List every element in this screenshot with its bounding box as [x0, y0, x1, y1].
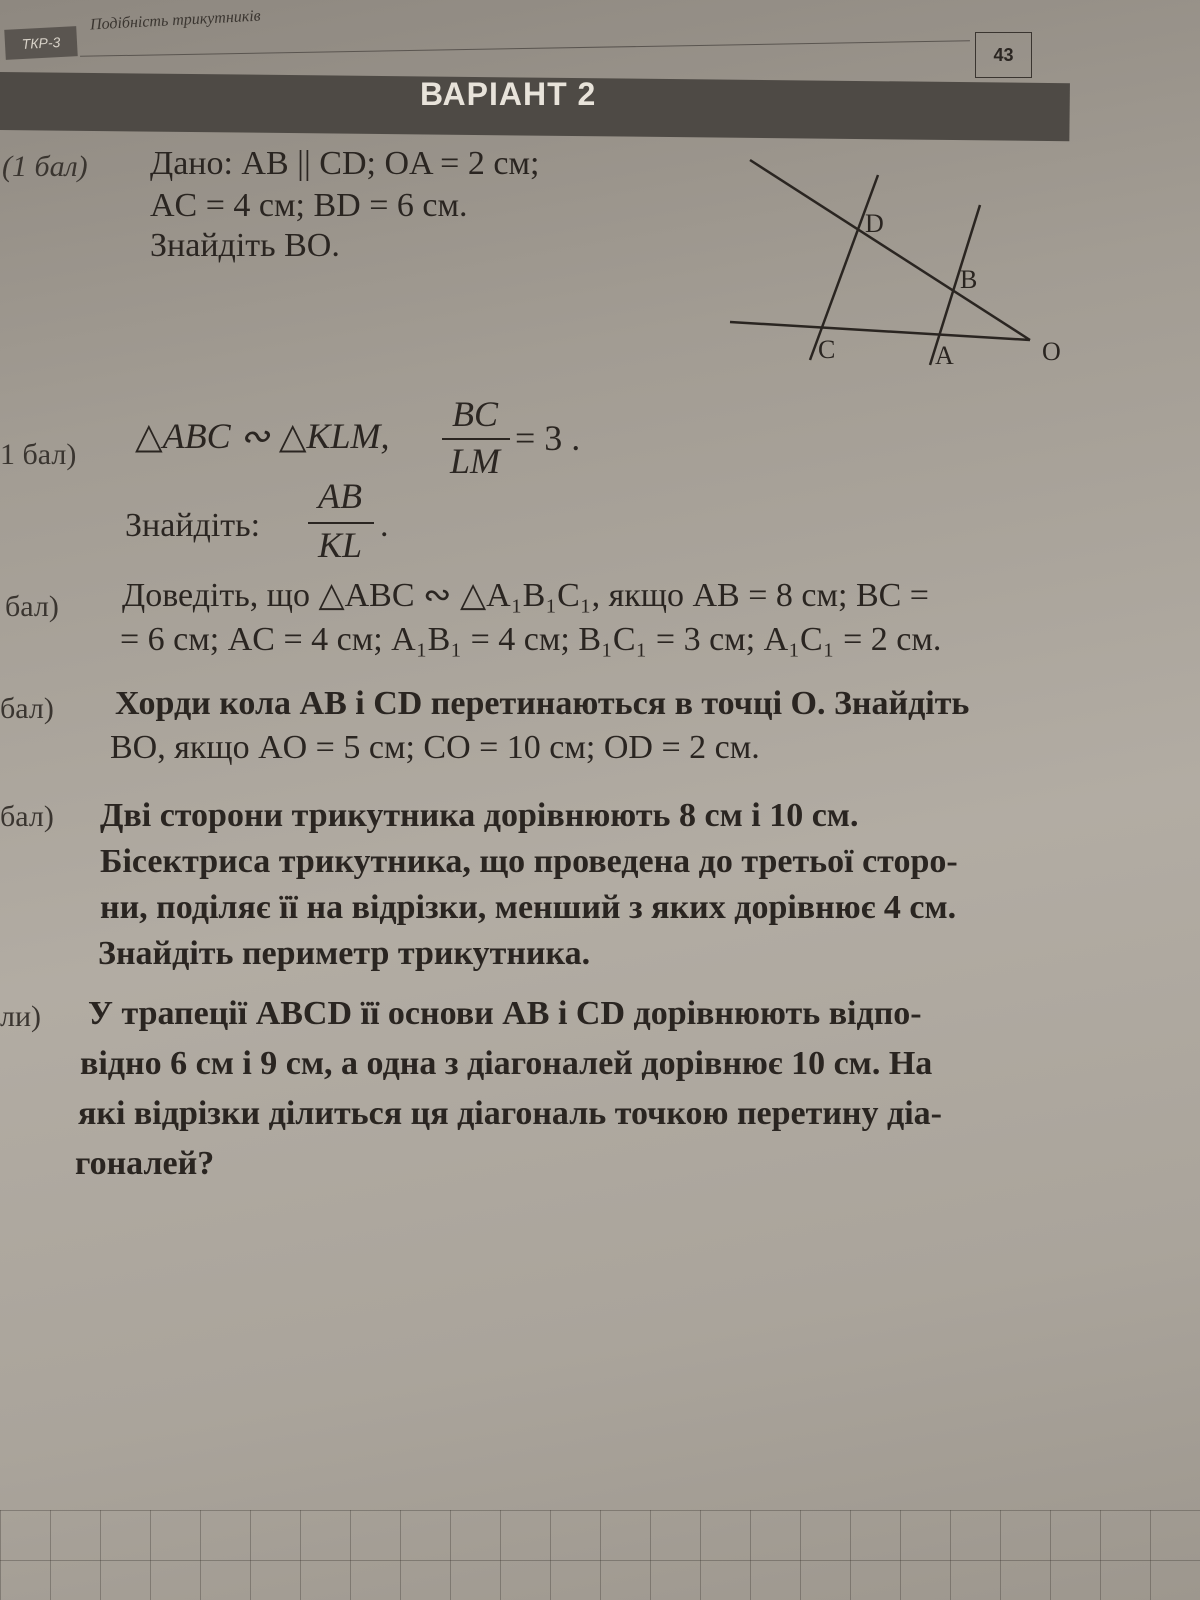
task1-line1: Дано: AB || CD; OA = 2 см;	[150, 145, 540, 182]
task1-line3: Знайдіть BO.	[150, 227, 340, 264]
line-cd	[810, 175, 878, 360]
task3-line2: = 6 см; AC = 4 см; A₁B₁ = 4 см; B₁C₁ = 3 см; A₁C₁ = 2 см.	[120, 621, 942, 658]
task3-points: бал)	[5, 590, 59, 623]
label-c: C	[818, 335, 836, 364]
task4-line2: BO, якщо AO = 5 см; CO = 10 см; OD = 2 см.	[110, 729, 760, 766]
header-rule	[80, 40, 970, 57]
line-oc	[730, 322, 1030, 340]
page-number: 43	[975, 32, 1032, 78]
parallel-lines-diagram	[720, 150, 1100, 390]
section-title: Подібність трикутників	[89, 7, 262, 34]
graph-paper-edge	[0, 1510, 1200, 1600]
task2-ratio: = 3 .	[515, 418, 581, 458]
fraction-lm-denominator: LM	[449, 441, 500, 481]
task5-points: бал)	[0, 800, 54, 833]
task6-line1: У трапеції ABCD її основи AB і CD дорівнюють відпо-	[88, 995, 922, 1032]
task6-line2: відно 6 см і 9 см, а одна з діагоналей дорівнює 10 см. На	[80, 1045, 933, 1082]
label-b: B	[960, 265, 978, 294]
task5-line4: Знайдіть периметр трикутника.	[98, 935, 591, 972]
task4-points: бал)	[0, 692, 54, 725]
task2-find-label: Знайдіть:	[125, 507, 261, 544]
variant-title: ВАРІАНТ 2	[420, 76, 597, 112]
fraction-bc-numerator: BC	[451, 394, 498, 434]
task6-line4: гоналей?	[75, 1145, 215, 1182]
task5-line3: ни, поділяє її на відрізки, менший з яких дорівнює 4 см.	[100, 889, 957, 926]
fraction-kl-denominator: KL	[317, 525, 363, 565]
task1-points: (1 бал)	[2, 150, 88, 183]
label-a: A	[935, 341, 954, 370]
task5-line2: Бісектриса трикутника, що проведена до третьої сторо-	[100, 843, 958, 880]
task2-similarity: △ABC ∾ △KLM,	[135, 416, 390, 456]
task2-dot: .	[380, 507, 389, 544]
task3-line1: Доведіть, що △ABC ∾ △A₁B₁C₁, якщо AB = 8 см; BC =	[122, 577, 929, 614]
label-d: D	[865, 209, 884, 238]
task6-points: ли)	[0, 1000, 42, 1033]
task1-line2: AC = 4 см; BD = 6 см.	[150, 187, 468, 224]
label-o: O	[1042, 337, 1061, 366]
section-label: ТКР-3	[4, 26, 77, 60]
task4-line1: Хорди кола AB і CD перетинаються в точці O. Знайдіть	[115, 685, 970, 722]
fraction-ab-numerator: AB	[318, 476, 362, 516]
task5-line1: Дві сторони трикутника дорівнюють 8 см і 10 см.	[100, 797, 859, 834]
line-od	[750, 160, 1030, 340]
task6-line3: які відрізки ділиться ця діагональ точкою перетину діа-	[78, 1095, 942, 1132]
task2-points: 1 бал)	[0, 438, 77, 471]
